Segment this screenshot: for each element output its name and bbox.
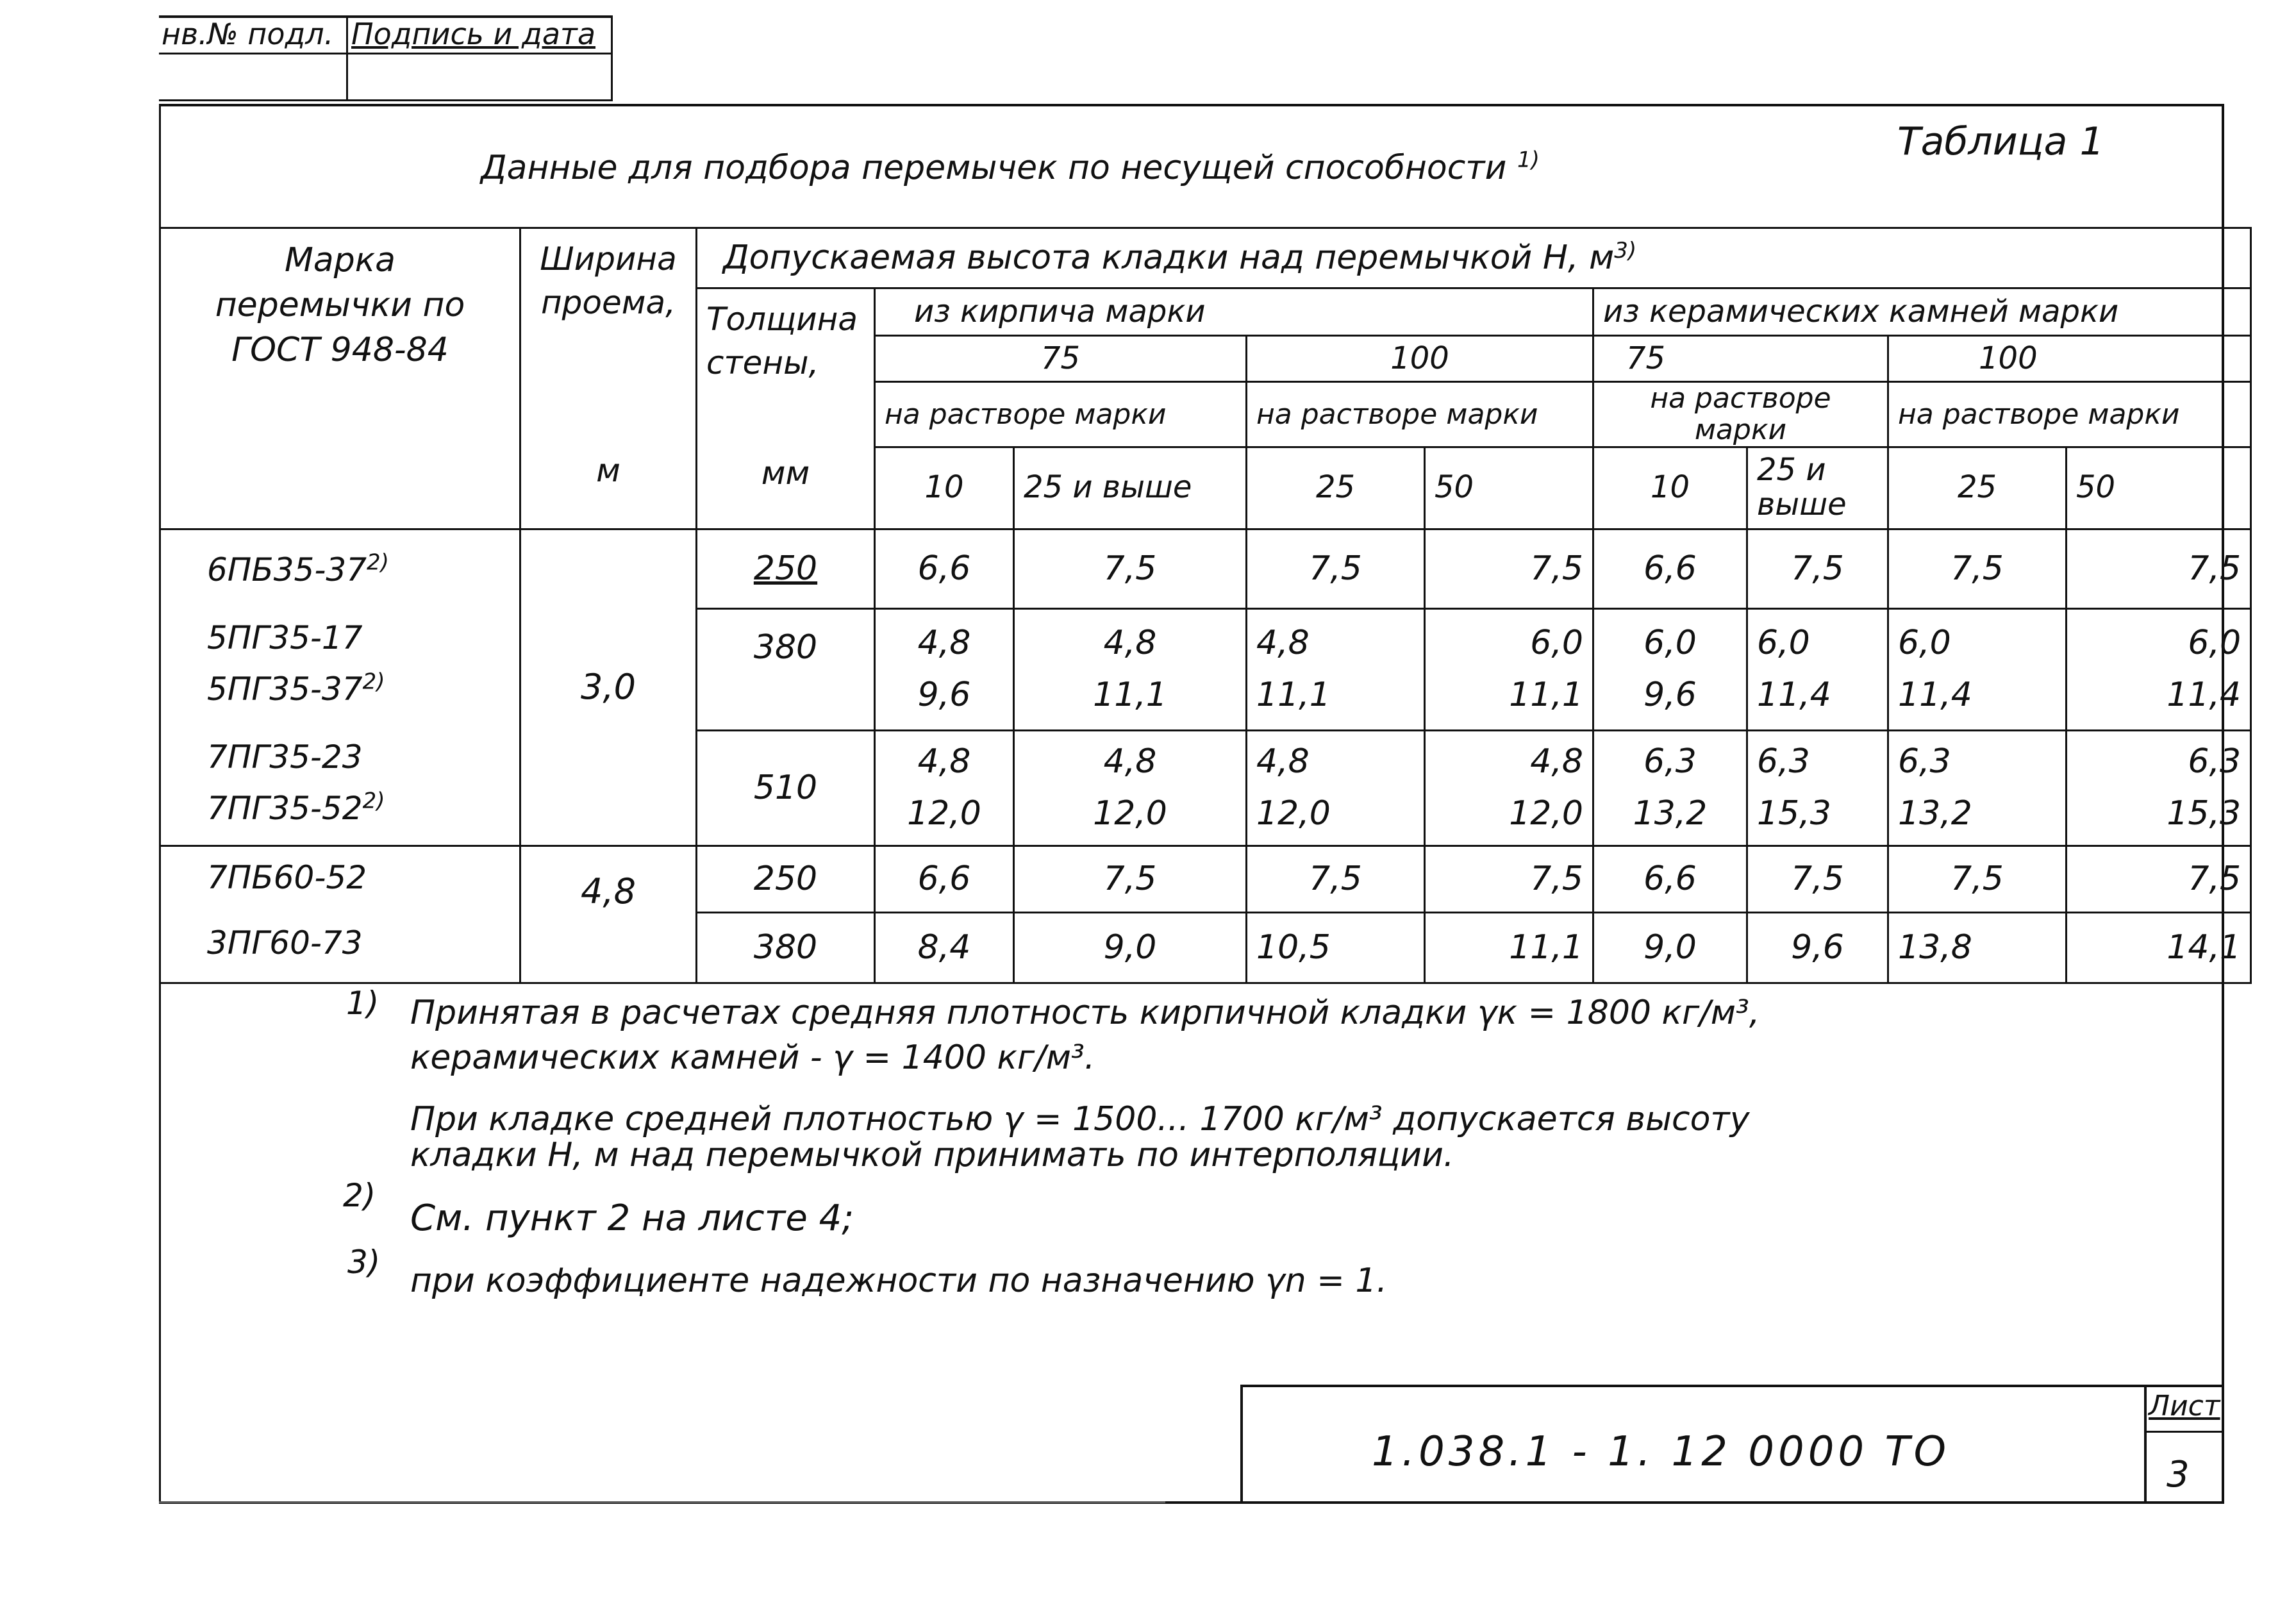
value: 7,5 bbox=[1791, 549, 1844, 588]
value-cell bbox=[2067, 608, 2251, 730]
header-thickness-text: Толщина стены, bbox=[706, 301, 858, 381]
value: 8,4 bbox=[917, 928, 971, 967]
table-title-text: Данные для подбора перемычек по несущей способности bbox=[481, 149, 1507, 187]
value-cell bbox=[1747, 912, 1888, 983]
value-cell bbox=[875, 608, 1014, 730]
table-title bbox=[481, 149, 1540, 187]
sheet-box-divider bbox=[2144, 1431, 2224, 1433]
value: 6,0 bbox=[2188, 624, 2242, 663]
value: 4,8 bbox=[1103, 624, 1157, 663]
value-cell bbox=[1888, 730, 2067, 846]
value-cell bbox=[1747, 608, 1888, 730]
value: 11,1 bbox=[1256, 676, 1331, 715]
value-cell bbox=[1593, 608, 1747, 730]
value: 6,6 bbox=[1643, 859, 1697, 898]
value-cell bbox=[1747, 846, 1888, 912]
value: 6,3 bbox=[1643, 742, 1697, 781]
mark-name: 5ПГ35-17 bbox=[207, 619, 363, 656]
document-code: 1.038.1 - 1. 12 0000 ТО bbox=[1372, 1428, 1950, 1476]
value-cell bbox=[2067, 912, 2251, 983]
value: 12,0 bbox=[1509, 794, 1583, 833]
header-allowed-height-text: Допускаемая высота кладки над перемычкой Н, м bbox=[723, 238, 1615, 278]
thickness-cell: 380 bbox=[697, 608, 875, 730]
value: 6,3 bbox=[1898, 742, 1951, 781]
value-cell bbox=[1014, 912, 1247, 983]
value: 4,8 bbox=[1530, 742, 1583, 781]
value: 6,0 bbox=[1530, 624, 1583, 663]
value: 9,0 bbox=[1103, 928, 1157, 967]
header-mortar-ceramic-100: на растворе марки bbox=[1888, 382, 2251, 447]
header-grade-c75-a: 10 bbox=[1593, 447, 1747, 529]
value: 7,5 bbox=[1309, 549, 1362, 588]
value: 12,0 bbox=[1093, 794, 1167, 833]
value: 7,5 bbox=[1103, 549, 1157, 588]
value: 15,3 bbox=[2167, 794, 2242, 833]
header-grade-b100-a: 25 bbox=[1247, 447, 1425, 529]
value-cell bbox=[1247, 846, 1425, 912]
header-brick: из кирпича марки bbox=[875, 288, 1593, 336]
stamp-right-edge bbox=[611, 15, 613, 101]
mark-item bbox=[207, 663, 510, 715]
mark-item bbox=[207, 612, 510, 663]
value: 7,5 bbox=[1791, 859, 1844, 898]
value-cell bbox=[875, 912, 1014, 983]
value: 6,0 bbox=[1757, 624, 1810, 663]
mark-item bbox=[207, 852, 510, 903]
mark-ref: 2) bbox=[367, 549, 389, 575]
value: 9,6 bbox=[1791, 928, 1844, 967]
value: 6,6 bbox=[917, 859, 971, 898]
thickness-cell: 250 bbox=[697, 846, 875, 912]
thickness-cell: 380 bbox=[697, 912, 875, 983]
value: 9,0 bbox=[1643, 928, 1697, 967]
value-cell bbox=[1747, 529, 1888, 608]
mark-item bbox=[207, 544, 510, 596]
note-1-line-3: При кладке средней плотностью γ = 1500... 1700 кг/м³ допускается высоту bbox=[410, 1100, 1750, 1138]
value-cell bbox=[2067, 846, 2251, 912]
value: 13,2 bbox=[1898, 794, 1972, 833]
value-cell bbox=[1888, 608, 2067, 730]
value-cell bbox=[1425, 912, 1593, 983]
value: 6,6 bbox=[1643, 549, 1697, 588]
value: 6,0 bbox=[1643, 624, 1697, 663]
value: 4,8 bbox=[1256, 624, 1310, 663]
value: 7,5 bbox=[1951, 859, 2004, 898]
value-cell bbox=[1593, 912, 1747, 983]
value: 7,5 bbox=[2188, 549, 2242, 588]
value: 15,3 bbox=[1757, 794, 1831, 833]
value: 9,6 bbox=[917, 676, 971, 715]
scan-edge-line bbox=[159, 1501, 1165, 1503]
value-cell bbox=[1888, 846, 2067, 912]
header-width-text: Ширина проема, bbox=[540, 240, 677, 321]
value-cell bbox=[1247, 608, 1425, 730]
value-cell bbox=[1747, 730, 1888, 846]
mark-name: 7ПГ35-23 bbox=[207, 738, 363, 776]
header-brick-75: 75 bbox=[875, 336, 1247, 382]
stamp-inv-label: нв.№ подл. bbox=[162, 19, 334, 49]
mark-name: 5ПГ35-37 bbox=[207, 670, 363, 708]
value-cell bbox=[1247, 529, 1425, 608]
header-grade-b75-a: 10 bbox=[875, 447, 1014, 529]
header-grade-c100-b: 50 bbox=[2067, 447, 2251, 529]
sheet-label: Лист bbox=[2149, 1390, 2220, 1422]
value-cell bbox=[1425, 608, 1593, 730]
value-cell bbox=[875, 846, 1014, 912]
value: 11,4 bbox=[2167, 676, 2242, 715]
marks-group-2 bbox=[160, 846, 520, 983]
value: 13,2 bbox=[1633, 794, 1708, 833]
value-cell bbox=[1593, 730, 1747, 846]
header-mark bbox=[160, 228, 520, 529]
header-width bbox=[520, 228, 697, 529]
mark-name: 3ПГ60-73 bbox=[207, 924, 363, 962]
value-cell bbox=[2067, 529, 2251, 608]
sheet-number: 3 bbox=[2167, 1454, 2190, 1496]
value: 12,0 bbox=[1256, 794, 1331, 833]
value-cell bbox=[1014, 608, 1247, 730]
header-grade-c75-b: 25 и выше bbox=[1747, 447, 1888, 529]
value-cell bbox=[1888, 912, 2067, 983]
stamp-sign-label: Подпись и дата bbox=[351, 19, 596, 49]
mark-item bbox=[207, 731, 510, 783]
value: 7,5 bbox=[1309, 859, 1362, 898]
value: 11,1 bbox=[1509, 928, 1583, 967]
value-cell bbox=[1425, 730, 1593, 846]
value: 6,3 bbox=[1757, 742, 1810, 781]
width-group-2: 4,8 bbox=[520, 846, 697, 983]
value: 14,1 bbox=[2167, 928, 2242, 967]
mark-name: 7ПБ60-52 bbox=[207, 858, 367, 896]
header-width-unit: м bbox=[596, 452, 620, 489]
value: 12,0 bbox=[907, 794, 981, 833]
stamp-mid-line bbox=[159, 53, 613, 54]
value-cell bbox=[875, 529, 1014, 608]
mark-name: 7ПГ35-52 bbox=[207, 789, 363, 827]
mark-ref: 2) bbox=[362, 787, 385, 813]
value-cell bbox=[1425, 529, 1593, 608]
value: 6,6 bbox=[917, 549, 971, 588]
header-mark-text: Марка перемычки по ГОСТ 948-84 bbox=[215, 241, 465, 370]
lintel-table bbox=[159, 227, 2252, 984]
value: 9,6 bbox=[1643, 676, 1697, 715]
value-cell bbox=[1593, 529, 1747, 608]
mark-item bbox=[207, 917, 510, 969]
value: 7,5 bbox=[1530, 549, 1583, 588]
note-3-number: 3) bbox=[347, 1244, 381, 1281]
note-1-number: 1) bbox=[346, 985, 379, 1022]
value: 6,3 bbox=[2188, 742, 2242, 781]
table-number: Таблица 1 bbox=[1897, 119, 2104, 164]
value: 11,1 bbox=[1093, 676, 1167, 715]
header-allowed-height-ref: 3) bbox=[1614, 238, 1637, 264]
value-cell bbox=[1247, 912, 1425, 983]
header-thickness-unit: мм bbox=[761, 454, 810, 492]
value: 7,5 bbox=[1951, 549, 2004, 588]
header-ceramic: из керамических камней марки bbox=[1593, 288, 2251, 336]
table-row bbox=[160, 529, 2251, 608]
value-cell bbox=[1593, 846, 1747, 912]
stamp-top-line bbox=[159, 15, 613, 18]
value: 13,8 bbox=[1898, 928, 1972, 967]
value: 10,5 bbox=[1256, 928, 1331, 967]
thickness-cell: 510 bbox=[697, 730, 875, 846]
value: 7,5 bbox=[1103, 859, 1157, 898]
header-ceramic-100: 100 bbox=[1888, 336, 2251, 382]
stamp-divider bbox=[346, 15, 348, 101]
header-grade-c100-a: 25 bbox=[1888, 447, 2067, 529]
note-2-text: См. пункт 2 на листе 4; bbox=[410, 1197, 854, 1239]
value-cell bbox=[1014, 846, 1247, 912]
value: 7,5 bbox=[2188, 859, 2242, 898]
header-allowed-height bbox=[697, 228, 2251, 288]
value-cell bbox=[1247, 730, 1425, 846]
header-grade-b100-b: 50 bbox=[1425, 447, 1593, 529]
value: 4,8 bbox=[1103, 742, 1157, 781]
value-cell bbox=[2067, 730, 2251, 846]
value-cell bbox=[1014, 730, 1247, 846]
value-cell bbox=[1425, 846, 1593, 912]
stamp-bottom-line bbox=[159, 99, 613, 101]
header-thickness bbox=[697, 288, 875, 529]
header-mortar-brick-75: на растворе марки bbox=[875, 382, 1247, 447]
value: 11,1 bbox=[1509, 676, 1583, 715]
header-grade-b75-b: 25 и выше bbox=[1014, 447, 1247, 529]
value: 7,5 bbox=[1530, 859, 1583, 898]
note-2-number: 2) bbox=[343, 1177, 376, 1214]
header-ceramic-75: 75 bbox=[1593, 336, 1888, 382]
value: 4,8 bbox=[917, 624, 971, 663]
note-1-line-2: керамических камней - γ = 1400 кг/м³. bbox=[410, 1038, 1095, 1077]
mark-ref: 2) bbox=[362, 668, 385, 694]
note-1-line-4: кладки Н, м над перемычкой принимать по интерполяции. bbox=[410, 1136, 1454, 1174]
value: 4,8 bbox=[1256, 742, 1310, 781]
mark-item bbox=[207, 783, 510, 834]
table-title-ref: 1) bbox=[1517, 147, 1540, 173]
value: 4,8 bbox=[917, 742, 971, 781]
value: 11,4 bbox=[1757, 676, 1831, 715]
mark-name: 6ПБ35-37 bbox=[207, 551, 367, 588]
marks-group-1 bbox=[160, 529, 520, 846]
value: 11,4 bbox=[1898, 676, 1972, 715]
header-mortar-brick-100: на растворе марки bbox=[1247, 382, 1593, 447]
note-1-line-1: Принятая в расчетах средняя плотность кирпичной кладки γк = 1800 кг/м³, bbox=[410, 994, 1760, 1032]
note-3-text: при коэффициенте надежности по назначению γn = 1. bbox=[410, 1262, 1387, 1300]
value-cell bbox=[875, 730, 1014, 846]
value-cell bbox=[1014, 529, 1247, 608]
width-group-1: 3,0 bbox=[520, 529, 697, 846]
value-cell bbox=[1888, 529, 2067, 608]
value: 6,0 bbox=[1898, 624, 1951, 663]
header-mortar-ceramic-75: на растворе марки bbox=[1593, 382, 1888, 447]
table-row bbox=[160, 846, 2251, 912]
thickness-cell: 250 bbox=[697, 529, 875, 608]
header-brick-100: 100 bbox=[1247, 336, 1593, 382]
